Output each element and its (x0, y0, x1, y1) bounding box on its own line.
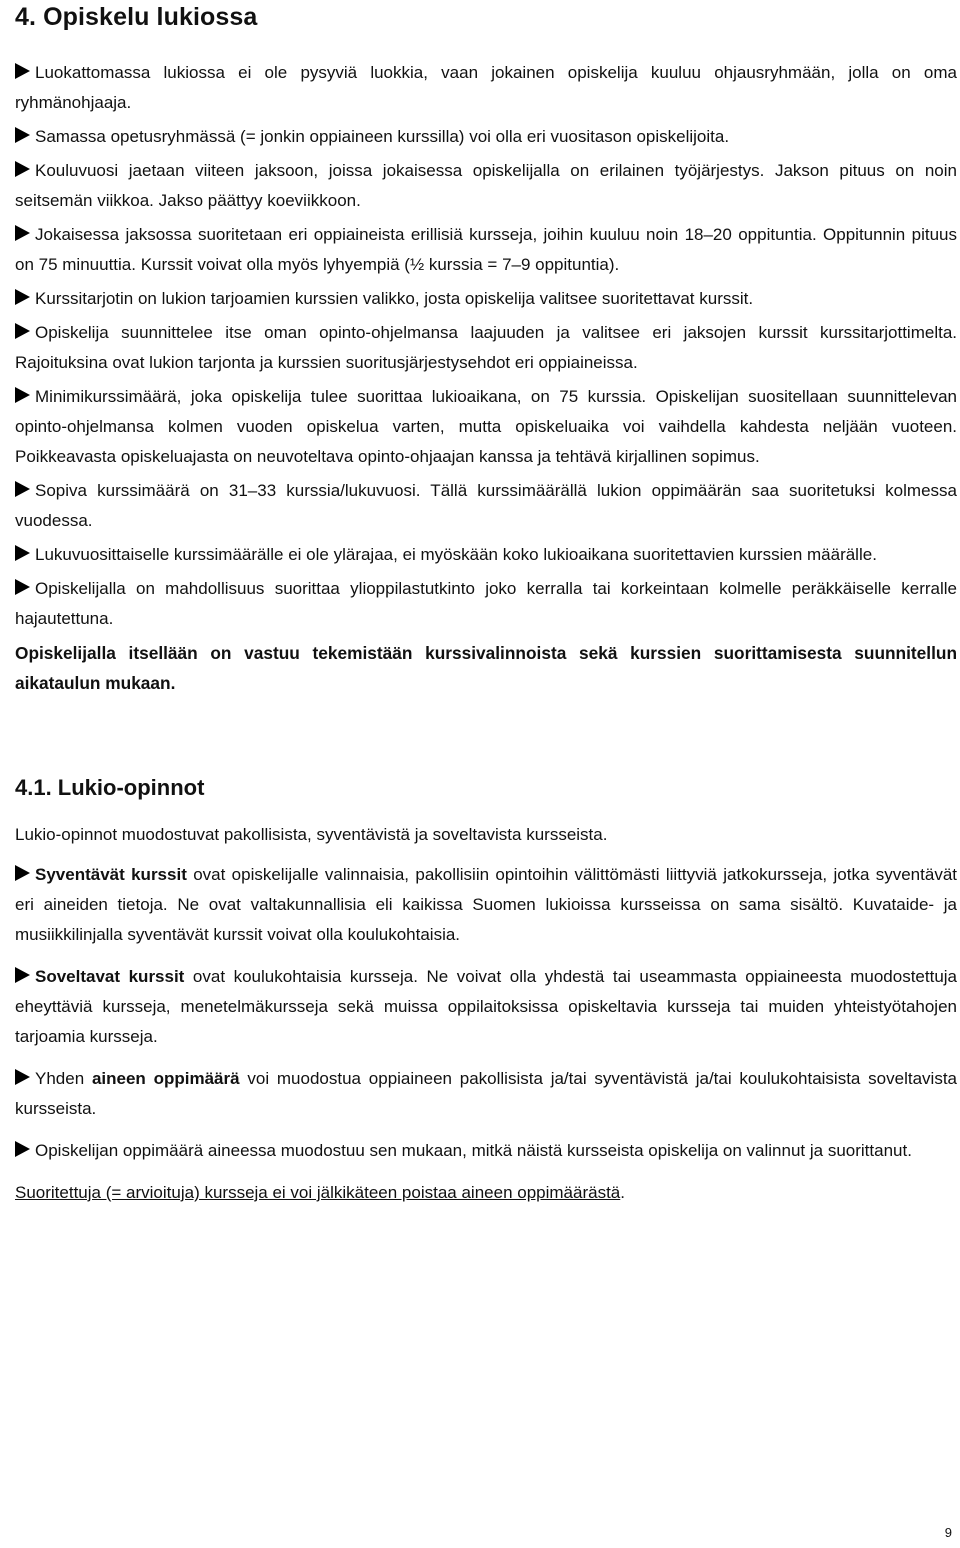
bullet-item: Sopiva kurssimäärä on 31–33 kurssia/lukuvuosi. Tällä kurssimäärällä lukion oppimäärän saa suoritetuksi kolmessa vuodessa. (15, 481, 957, 530)
term-syventavat: Syventävät kurssit (35, 865, 187, 884)
bullet-item: Lukuvuosittaiselle kurssimäärälle ei ole ylärajaa, ei myöskään koko lukioaikana suoritettavien kurssien määrälle. (15, 540, 957, 570)
arrow-bullet-icon (15, 323, 30, 339)
bullet-item: Luokattomassa lukiossa ei ole pysyviä luokkia, vaan jokainen opiskelija kuuluu ohjausryhmään, jolla on oma ryhmänohjaaja. (15, 63, 957, 112)
arrow-bullet-icon (15, 545, 30, 561)
underlined-note: Suoritettuja (= arvioituja) kursseja ei voi jälkikäteen poistaa aineen oppimäärästä (15, 1183, 621, 1202)
arrow-bullet-icon (15, 161, 30, 177)
term-oppimaara: aineen oppimäärä (91, 1069, 240, 1088)
bullet-item: Yhden aineen oppimäärä voi muodostua oppiaineen pakollisista ja/tai syventävistä ja/tai koulukohtaisista soveltavista kursseista. (15, 1069, 957, 1118)
arrow-bullet-icon (15, 63, 30, 79)
closing-note: Suoritettuja (= arvioituja) kursseja ei voi jälkikäteen poistaa aineen oppimäärästä. (15, 1183, 625, 1202)
arrow-bullet-icon (15, 579, 30, 595)
subsection-heading: 4.1. Lukio-opinnot (15, 775, 205, 800)
subsection-intro: Lukio-opinnot muodostuvat pakollisista, syventävistä ja soveltavista kursseista. (15, 825, 608, 844)
arrow-bullet-icon (15, 967, 30, 983)
bullet-item: Kouluvuosi jaetaan viiteen jaksoon, joissa jokaisessa opiskelijalla on erilainen työjärjestys. Jakson pituus on noin seitsemän viikkoa. Jakso päättyy koeviikkoon. (15, 161, 957, 210)
bullet-item: Soveltavat kurssit ovat koulukohtaisia kursseja. Ne voivat olla yhdestä tai useammasta oppiaineesta muodostettuja eheyttäviä kursseja, menetelmäkursseja sekä muissa oppilaitoksissa opiskeltavia kursseja tai muiden yhteistyötahojen tarjoamia kursseja. (15, 967, 958, 1046)
bullet-item: Jokaisessa jaksossa suoritetaan eri oppiaineista erillisiä kursseja, joihin kuuluu noin 18–20 oppituntia. Oppitunnin pituus on 75 minuuttia. Kurssit voivat olla myös lyhyempiä (½ kurssia = 7–9 oppituntia). (15, 225, 957, 274)
bullet-item: Samassa opetusryhmässä (= jonkin oppiaineen kurssilla) voi olla eri vuositason opiskelijoita. (15, 122, 957, 152)
subsection-bullets (15, 860, 957, 1166)
bullet-item: Syventävät kurssit ovat opiskelijalle valinnaisia, pakollisiin opintoihin välittömästi liittyviä jatkokursseja, jotka syventävät eri aineiden tietoja. Ne ovat valtakunnallisia eli kaikissa Suomen lukioissa kursseissa on sama sisältö. Kuvataide- ja musiikkilinjalla syventävät kurssit voivat olla koulukohtaisia. (15, 865, 957, 944)
arrow-bullet-icon (15, 1141, 30, 1157)
arrow-bullet-icon (15, 289, 30, 305)
bullet-item: Minimikurssimäärä, joka opiskelija tulee suorittaa lukioaikana, on 75 kurssia. Opiskelijan suositellaan suunnittelevan opinto-ohjelmansa kolmen vuoden opiskelua varten, mutta opiskeluaika voi vaihdella kahdesta neljään vuoteen. Poikkeavasta opiskeluajasta on neuvoteltava opinto-ohjaajan kanssa ja tehtävä kirjallinen sopimus. (15, 387, 957, 466)
arrow-bullet-icon (15, 481, 30, 497)
arrow-bullet-icon (15, 127, 30, 143)
bullet-item: Opiskelijan oppimäärä aineessa muodostuu sen mukaan, mitkä näistä kursseista opiskelija on valinnut ja suorittanut. (15, 1136, 957, 1166)
arrow-bullet-icon (15, 225, 30, 241)
responsibility-statement: Opiskelijalla itsellään on vastuu tekemistään kurssivalinnoista sekä kurssien suorittamisesta suunnitellun aikataulun mukaan. (15, 643, 957, 693)
document-page (15, 0, 957, 1208)
page-number: 9 (944, 1525, 952, 1540)
arrow-bullet-icon (15, 865, 30, 881)
bullet-item: Kurssitarjotin on lukion tarjoamien kurssien valikko, josta opiskelija valitsee suoritettavat kurssit. (15, 284, 957, 314)
bullet-item: Opiskelijalla on mahdollisuus suorittaa ylioppilastutkinto joko kerralla tai korkeintaan kolmelle peräkkäiselle kerralle hajautettuna. (15, 579, 957, 628)
arrow-bullet-icon (15, 1069, 30, 1085)
arrow-bullet-icon (15, 387, 30, 403)
section-bullets (15, 58, 957, 634)
section-heading: 4. Opiskelu lukiossa (15, 3, 258, 31)
term-soveltavat: Soveltavat kurssit (35, 967, 185, 986)
bullet-item: Opiskelija suunnittelee itse oman opinto-ohjelmansa laajuuden ja valitsee eri jaksojen kurssit kurssitarjottimelta. Rajoituksina ovat lukion tarjonta ja kurssien suoritusjärjestysehdot eri oppiaineissa. (15, 323, 957, 372)
